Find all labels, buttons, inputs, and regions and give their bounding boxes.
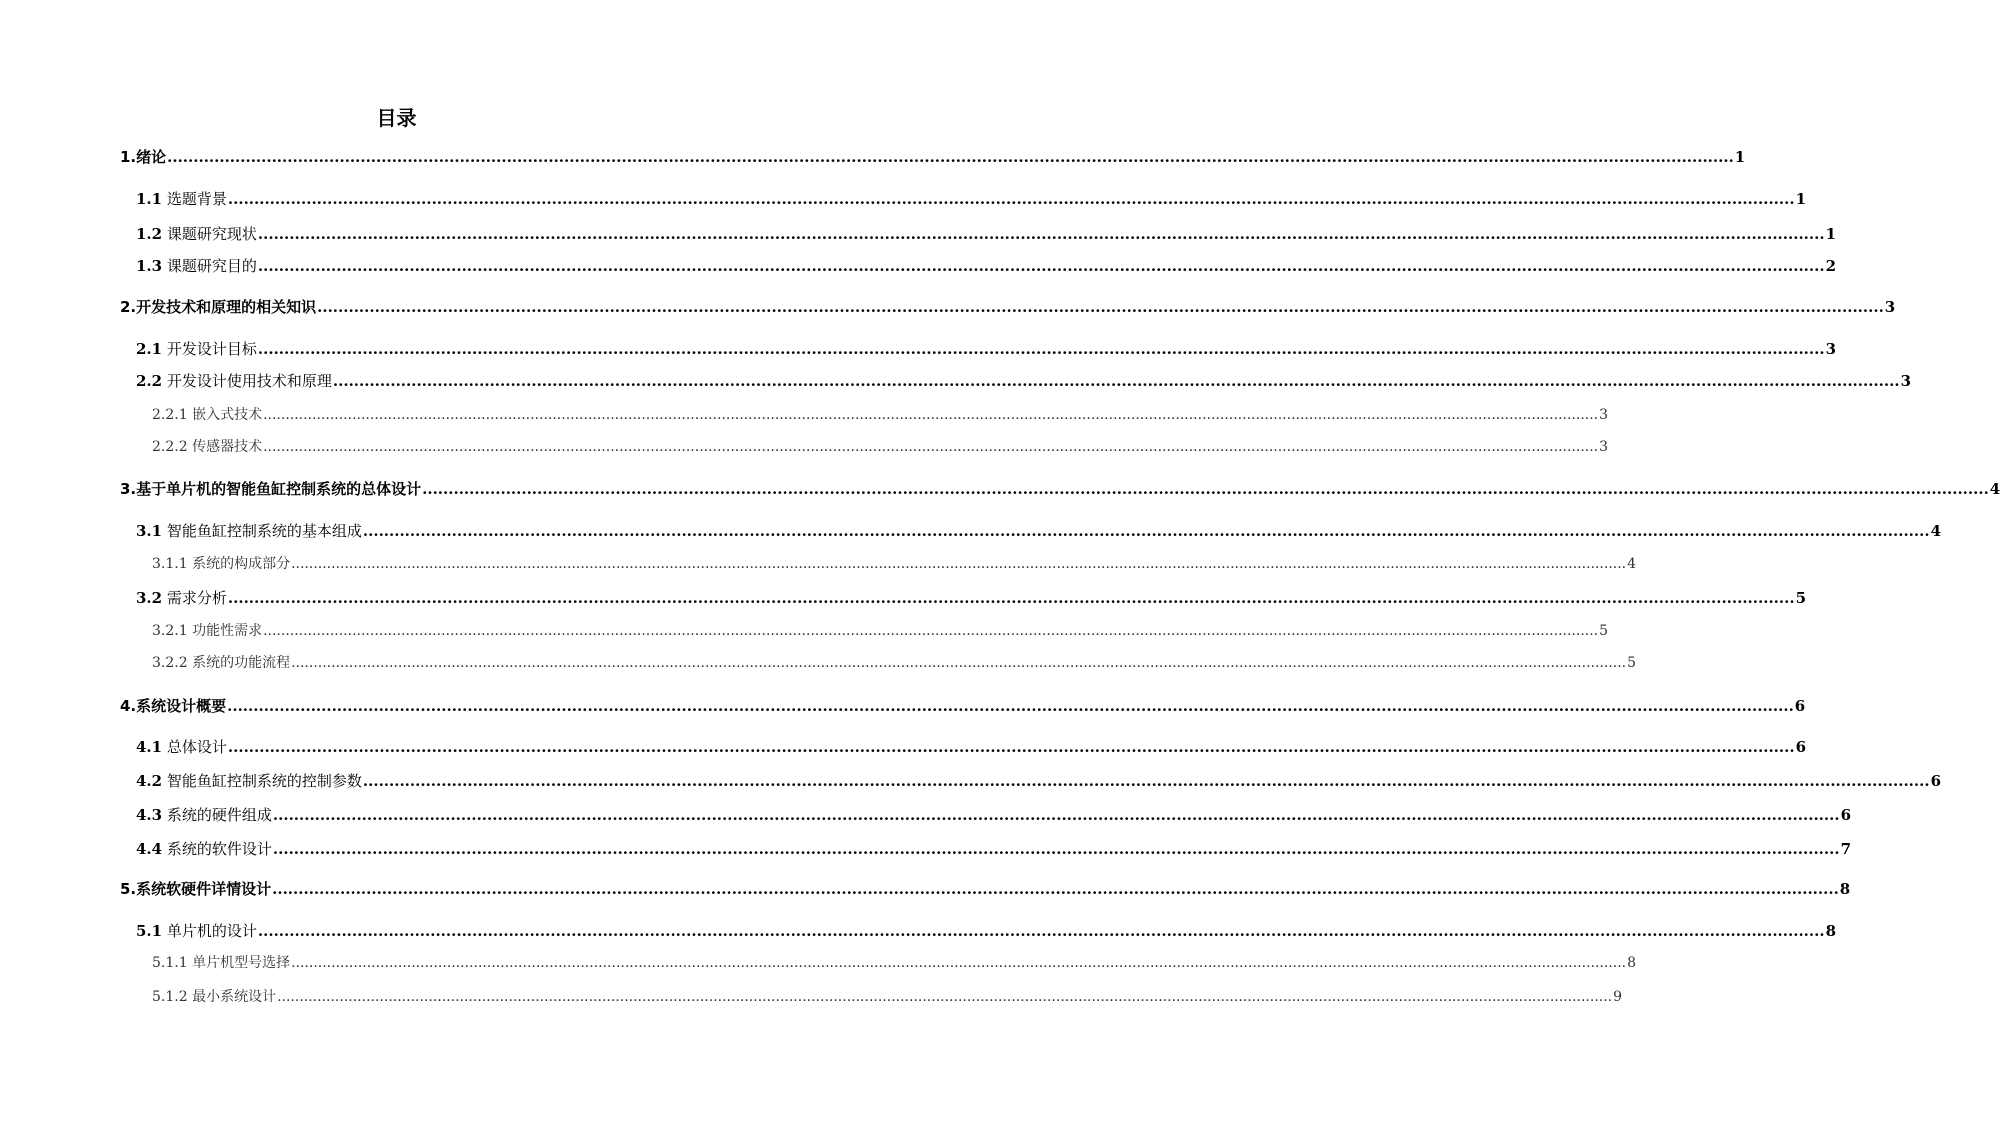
toc-entry-text: 需求分析 bbox=[166, 589, 227, 607]
toc-leader-dots: ............................................................................................................................................................................................................................................................................................................ bbox=[291, 655, 1627, 671]
toc-entry[interactable] bbox=[120, 695, 1806, 717]
toc-entry-text: 选题背景 bbox=[166, 190, 227, 208]
toc-page-number: 6 bbox=[1794, 697, 1806, 715]
toc-entry-label bbox=[136, 736, 227, 758]
toc-page-number: 5 bbox=[1795, 589, 1806, 607]
toc-entry-text: 传感器技术 bbox=[192, 439, 263, 455]
toc-title: 目录 bbox=[376, 106, 417, 130]
toc-leader-dots: ............................................................................................................................................................................................................................................................................................................ bbox=[291, 955, 1627, 971]
toc-entry-number: 5.1 bbox=[136, 922, 163, 940]
toc-leader-dots: ............................................................................................................................................................................................................................................................................................................ bbox=[227, 697, 1794, 715]
toc-entry[interactable] bbox=[120, 146, 1746, 168]
toc-page-number: 1 bbox=[1795, 190, 1806, 208]
toc-leader-dots: ............................................................................................................................................................................................................................................................................................................ bbox=[362, 522, 1930, 540]
toc-entry-label bbox=[136, 804, 272, 826]
toc-leader-dots: ............................................................................................................................................................................................................................................................................................................ bbox=[257, 922, 1825, 940]
toc-entry-text: 课题研究目的 bbox=[166, 257, 257, 275]
toc-leader-dots: ............................................................................................................................................................................................................................................................................................................ bbox=[272, 880, 1839, 898]
toc-leader-dots: ............................................................................................................................................................................................................................................................................................................ bbox=[263, 439, 1599, 455]
toc-page-number: 4 bbox=[1930, 522, 1941, 540]
toc-entry-text: 单片机型号选择 bbox=[192, 955, 291, 971]
toc-entry-number: 2.2.1 bbox=[152, 407, 188, 423]
toc-entry[interactable] bbox=[136, 920, 1836, 942]
toc-entry-text: 智能鱼缸控制系统的控制参数 bbox=[166, 772, 362, 790]
toc-leader-dots: ............................................................................................................................................................................................................................................................................................................ bbox=[257, 257, 1825, 275]
toc-entry-label bbox=[136, 587, 227, 609]
toc-entry-label bbox=[136, 255, 257, 277]
toc-entry[interactable] bbox=[120, 296, 1896, 318]
toc-page-number: 8 bbox=[1627, 955, 1637, 971]
toc-entry[interactable] bbox=[136, 838, 1851, 860]
toc-entry[interactable] bbox=[152, 553, 1637, 575]
toc-entry-text: 智能鱼缸控制系统的基本组成 bbox=[166, 522, 362, 540]
toc-entry-label: 1.绪论 bbox=[120, 148, 167, 166]
toc-page-number: 8 bbox=[1825, 922, 1836, 940]
toc-page-number: 3 bbox=[1599, 439, 1609, 455]
toc-page-number: 3 bbox=[1599, 407, 1609, 423]
toc-page-number: 6 bbox=[1930, 772, 1941, 790]
toc-entry[interactable] bbox=[136, 587, 1806, 609]
toc-leader-dots: ............................................................................................................................................................................................................................................................................................................ bbox=[263, 407, 1599, 423]
toc-leader-dots: ............................................................................................................................................................................................................................................................................................................ bbox=[317, 298, 1884, 316]
toc-entry[interactable] bbox=[152, 652, 1637, 674]
toc-entry-label bbox=[152, 952, 290, 974]
toc-leader-dots: ............................................................................................................................................................................................................................................................................................................ bbox=[362, 772, 1930, 790]
toc-entry-text: 最小系统设计 bbox=[192, 989, 277, 1005]
toc-entry-number: 1.1 bbox=[136, 190, 163, 208]
toc-entry-label bbox=[136, 188, 227, 210]
toc-leader-dots: ............................................................................................................................................................................................................................................................................................................ bbox=[167, 148, 1734, 166]
toc-entry-text: 功能性需求 bbox=[192, 623, 263, 639]
toc-leader-dots: ............................................................................................................................................................................................................................................................................................................ bbox=[422, 480, 1989, 498]
toc-page-number: 4 bbox=[1989, 480, 2000, 498]
toc-leader-dots: ............................................................................................................................................................................................................................................................................................................ bbox=[257, 225, 1825, 243]
toc-entry-text: 课题研究现状 bbox=[166, 225, 257, 243]
toc-entry-label bbox=[136, 338, 257, 360]
toc-page-number: 1 bbox=[1734, 148, 1746, 166]
toc-entry[interactable] bbox=[120, 478, 2000, 500]
toc-page-number: 5 bbox=[1627, 655, 1637, 671]
toc-entry[interactable] bbox=[152, 620, 1609, 642]
toc-page-number: 1 bbox=[1825, 225, 1836, 243]
toc-entry-text: 系统的功能流程 bbox=[192, 655, 291, 671]
toc-entry-text: 系统的构成部分 bbox=[192, 556, 291, 572]
toc-entry-number: 4.2 bbox=[136, 772, 163, 790]
toc-entry-number: 1.3 bbox=[136, 257, 163, 275]
toc-entry[interactable] bbox=[136, 188, 1806, 210]
toc-leader-dots: ............................................................................................................................................................................................................................................................................................................ bbox=[277, 989, 1613, 1005]
toc-page-number: 3 bbox=[1884, 298, 1896, 316]
toc-leader-dots: ............................................................................................................................................................................................................................................................................................................ bbox=[332, 372, 1900, 390]
toc-page-number: 6 bbox=[1795, 738, 1806, 756]
toc-page-number: 6 bbox=[1840, 806, 1851, 824]
toc-page-number: 4 bbox=[1627, 556, 1637, 572]
toc-leader-dots: ............................................................................................................................................................................................................................................................................................................ bbox=[227, 589, 1795, 607]
toc-entry-number: 3.1.1 bbox=[152, 556, 188, 572]
toc-page-number: 9 bbox=[1613, 989, 1623, 1005]
toc-entry[interactable] bbox=[136, 338, 1836, 360]
toc-page-number: 3 bbox=[1825, 340, 1836, 358]
toc-entry-text: 系统的软件设计 bbox=[166, 840, 272, 858]
toc-entry-number: 5.1.2 bbox=[152, 989, 188, 1005]
toc-entry-label: 3.基于单片机的智能鱼缸控制系统的总体设计 bbox=[120, 480, 422, 498]
toc-entry[interactable] bbox=[136, 255, 1836, 277]
toc-page-number: 5 bbox=[1599, 623, 1609, 639]
toc-page-number: 2 bbox=[1825, 257, 1836, 275]
toc-entry-label: 5.系统软硬件详情设计 bbox=[120, 880, 272, 898]
toc-page-number: 7 bbox=[1840, 840, 1851, 858]
toc-entry-label bbox=[136, 770, 362, 792]
toc-entry-label: 4.系统设计概要 bbox=[120, 697, 227, 715]
toc-entry-label bbox=[152, 553, 290, 575]
toc-entry-number: 3.2 bbox=[136, 589, 163, 607]
toc-entry-number: 3.2.2 bbox=[152, 655, 188, 671]
toc-leader-dots: ............................................................................................................................................................................................................................................................................................................ bbox=[263, 623, 1599, 639]
toc-entry-number: 4.3 bbox=[136, 806, 163, 824]
toc-entry-number: 1.2 bbox=[136, 225, 163, 243]
toc-entry-text: 开发设计目标 bbox=[166, 340, 257, 358]
toc-entry[interactable] bbox=[152, 436, 1609, 458]
toc-entry-label bbox=[152, 436, 262, 458]
toc-entry[interactable] bbox=[136, 370, 1911, 392]
toc-entry-text: 嵌入式技术 bbox=[192, 407, 263, 423]
toc-leader-dots: ............................................................................................................................................................................................................................................................................................................ bbox=[227, 738, 1795, 756]
toc-entry-number: 4.4 bbox=[136, 840, 163, 858]
toc-entry-label bbox=[152, 620, 262, 642]
toc-entry-label bbox=[152, 404, 262, 426]
toc-entry[interactable] bbox=[136, 223, 1836, 245]
toc-entry[interactable] bbox=[152, 404, 1609, 426]
toc-entry[interactable] bbox=[120, 878, 1851, 900]
toc-leader-dots: ............................................................................................................................................................................................................................................................................................................ bbox=[272, 806, 1840, 824]
toc-entry[interactable] bbox=[152, 952, 1637, 974]
toc-page-number: 8 bbox=[1839, 880, 1851, 898]
toc-entry-number: 2.2.2 bbox=[152, 439, 188, 455]
toc-entry-text: 开发设计使用技术和原理 bbox=[166, 372, 332, 390]
toc-entry-label bbox=[136, 223, 257, 245]
toc-entry-number: 5.1.1 bbox=[152, 955, 188, 971]
toc-entry[interactable] bbox=[136, 736, 1806, 758]
toc-entry[interactable] bbox=[136, 770, 1941, 792]
toc-entry-number: 4.1 bbox=[136, 738, 163, 756]
toc-leader-dots: ............................................................................................................................................................................................................................................................................................................ bbox=[227, 190, 1795, 208]
toc-entry-label bbox=[136, 370, 332, 392]
toc-page-number: 3 bbox=[1900, 372, 1911, 390]
toc-entry-label bbox=[136, 520, 362, 542]
toc-entry-text: 总体设计 bbox=[166, 738, 227, 756]
toc-entry-label bbox=[136, 920, 257, 942]
toc-entry-label bbox=[152, 986, 276, 1008]
toc-entry-text: 单片机的设计 bbox=[166, 922, 257, 940]
toc-entry-label: 2.开发技术和原理的相关知识 bbox=[120, 298, 317, 316]
toc-entry-number: 3.1 bbox=[136, 522, 163, 540]
toc-entry-number: 2.2 bbox=[136, 372, 163, 390]
toc-entry[interactable] bbox=[152, 986, 1623, 1008]
toc-entry[interactable] bbox=[136, 520, 1941, 542]
toc-entry[interactable] bbox=[136, 804, 1851, 826]
toc-entry-label bbox=[136, 838, 272, 860]
toc-leader-dots: ............................................................................................................................................................................................................................................................................................................ bbox=[291, 556, 1627, 572]
toc-leader-dots: ............................................................................................................................................................................................................................................................................................................ bbox=[257, 340, 1825, 358]
toc-entry-label bbox=[152, 652, 290, 674]
toc-entry-number: 2.1 bbox=[136, 340, 163, 358]
toc-entry-number: 3.2.1 bbox=[152, 623, 188, 639]
toc-entry-text: 系统的硬件组成 bbox=[166, 806, 272, 824]
toc-leader-dots: ............................................................................................................................................................................................................................................................................................................ bbox=[272, 840, 1840, 858]
